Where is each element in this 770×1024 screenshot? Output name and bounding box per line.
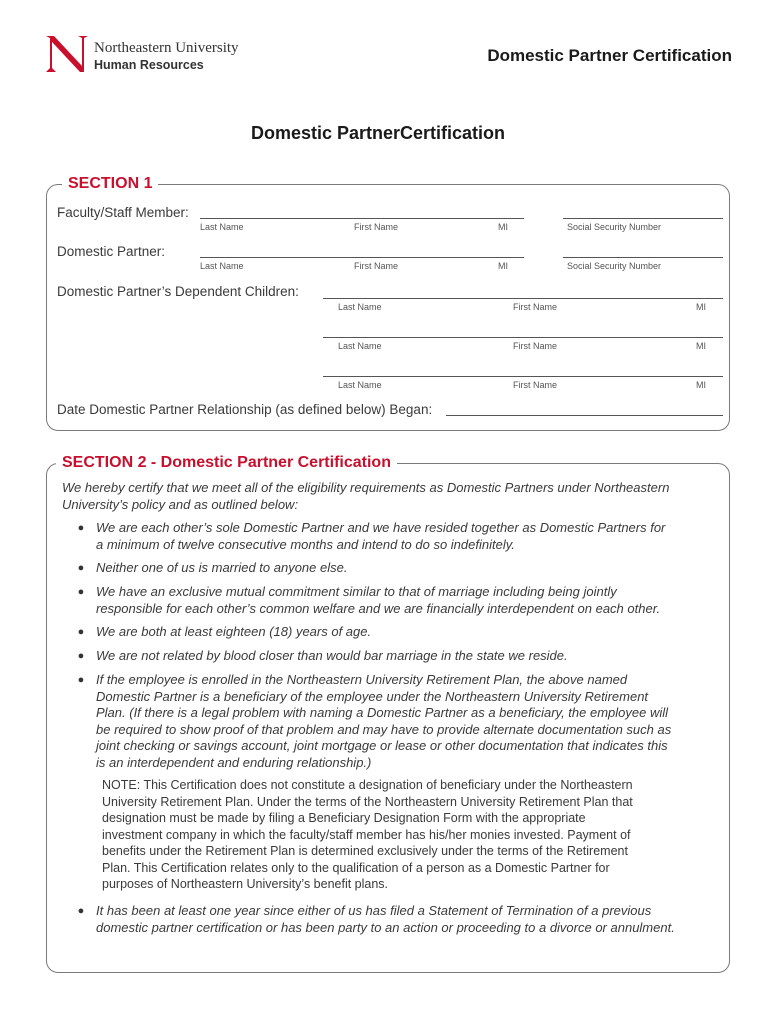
note-line: Plan. This Certification relates only to the qualification of a person as a Domestic Partner for — [102, 860, 610, 875]
criteria-line: joint checking or savings account, joint mortgage or lease or other documentation that indicates this — [96, 738, 668, 753]
criteria-line: a minimum of twelve consecutive months and intend to do so indefinitely. — [96, 536, 515, 552]
bullet-icon: ● — [77, 674, 85, 686]
criteria-line: domestic partner certification or has been party to an action or proceeding to a divorce or annulment. — [96, 919, 675, 935]
criteria-line: be required to show proof of that problem and may have to provide alternate documentation such as — [96, 721, 672, 737]
section1-heading: SECTION 1 — [62, 175, 158, 193]
intro-line: We hereby certify that we meet all of the eligibility requirements as Domestic Partners under Northeastern — [62, 480, 670, 495]
criteria-line: Plan. (If there is a legal problem with naming a Domestic Partner as a beneficiary, the employee will — [96, 705, 669, 720]
note-line: purposes of Northeastern University’s benefit plans. — [102, 877, 389, 891]
criteria-item-retirement-plan — [96, 672, 726, 771]
criteria-line: We are both at least eighteen (18) years of age. — [96, 624, 372, 639]
dependent-children-label: Domestic Partner’s Dependent Children: — [57, 284, 299, 299]
criteria-line: responsible for each other’s common welfare and we are financially interdependent on each other. — [96, 600, 661, 616]
partner-ssn-field[interactable] — [563, 257, 723, 258]
note-line: University Retirement Plan. Under the terms of the Northeastern University Retirement Plan that — [102, 794, 633, 809]
section2-heading: SECTION 2 - Domestic Partner Certification — [56, 454, 397, 472]
criteria-item-age — [96, 624, 726, 641]
department-name: Human Resources — [94, 58, 204, 72]
criteria-line: We are each other’s sole Domestic Partner and we have resided together as Domestic Partners for — [96, 520, 666, 535]
faculty-first-name-caption: First Name — [354, 222, 399, 232]
child3-last-name-caption: Last Name — [338, 380, 382, 390]
child3-first-name-caption: First Name — [513, 380, 558, 390]
child2-mi-caption: MI — [696, 341, 706, 351]
child3-mi-caption: MI — [696, 380, 706, 390]
child1-mi-caption: MI — [696, 302, 706, 312]
northeastern-n-logo-icon — [44, 32, 92, 74]
faculty-last-name-caption: Last Name — [200, 222, 244, 232]
faculty-staff-label: Faculty/Staff Member: — [57, 205, 189, 220]
criteria-line: We are not related by blood closer than would bar marriage in the state we reside. — [96, 648, 568, 663]
criteria-item-sole-partner — [96, 520, 726, 553]
section2-header-rule — [424, 463, 714, 464]
bullet-icon: ● — [77, 650, 85, 662]
criteria-item-termination — [96, 903, 726, 936]
criteria-item-mutual-commitment — [96, 584, 726, 617]
criteria-line: Domestic Partner is a beneficiary of the employee under the Northeastern University Retirement — [96, 688, 649, 704]
partner-first-name-caption: First Name — [354, 261, 399, 271]
child3-name-field[interactable] — [323, 376, 723, 377]
faculty-ssn-caption: Social Security Number — [567, 222, 662, 232]
partner-mi-caption: MI — [498, 261, 508, 271]
domestic-partner-label: Domestic Partner: — [57, 244, 166, 259]
document-title: Domestic PartnerCertification — [250, 123, 506, 143]
faculty-ssn-field[interactable] — [563, 218, 723, 219]
bullet-icon: ● — [77, 905, 85, 917]
bullet-icon: ● — [77, 562, 85, 574]
note-line: benefits under the Retirement Plan is determined exclusively under the terms of the Retirement — [102, 844, 628, 858]
note-line: NOTE: This Certification does not constitute a designation of beneficiary under the Northeastern — [102, 778, 633, 792]
partner-name-field[interactable] — [200, 257, 524, 258]
child2-last-name-caption: Last Name — [338, 341, 382, 351]
note-line: investment company in which the faculty/staff member has his/her monies invested. Payment of — [102, 827, 631, 842]
certification-intro — [62, 480, 722, 513]
criteria-item-not-married — [96, 560, 726, 577]
bullet-icon: ● — [77, 626, 85, 638]
relationship-date-field[interactable] — [446, 415, 723, 416]
faculty-name-field[interactable] — [200, 218, 524, 219]
criteria-line: Neither one of us is married to anyone else. — [96, 560, 348, 575]
retirement-plan-note — [102, 777, 726, 893]
child1-last-name-caption: Last Name — [338, 302, 382, 312]
child2-name-field[interactable] — [323, 337, 723, 338]
child2-first-name-caption: First Name — [513, 341, 558, 351]
intro-line: University’s policy and as outlined below: — [62, 496, 299, 512]
section1-header-rule — [176, 184, 696, 185]
university-logo — [44, 32, 244, 74]
criteria-line: If the employee is enrolled in the Northeastern University Retirement Plan, the above named — [96, 672, 628, 687]
university-name: Northeastern University — [94, 40, 239, 56]
bullet-icon: ● — [77, 522, 85, 534]
criteria-line: We have an exclusive mutual commitment similar to that of marriage including being jointly — [96, 584, 617, 599]
note-line: designation must be made by filing a Beneficiary Designation Form with the appropriate — [102, 811, 586, 825]
partner-last-name-caption: Last Name — [200, 261, 244, 271]
faculty-mi-caption: MI — [498, 222, 508, 232]
bullet-icon: ● — [77, 586, 85, 598]
criteria-line: is an interdependent and enduring relationship.) — [96, 754, 372, 770]
child1-first-name-caption: First Name — [513, 302, 558, 312]
criteria-item-not-related — [96, 648, 726, 665]
criteria-line: It has been at least one year since either of us has filed a Statement of Termination of a previous — [96, 903, 652, 918]
relationship-date-label: Date Domestic Partner Relationship (as defined below) Began: — [57, 402, 433, 417]
header-title: Domestic Partner Certification — [487, 46, 732, 65]
child1-name-field[interactable] — [323, 298, 723, 299]
partner-ssn-caption: Social Security Number — [567, 261, 662, 271]
